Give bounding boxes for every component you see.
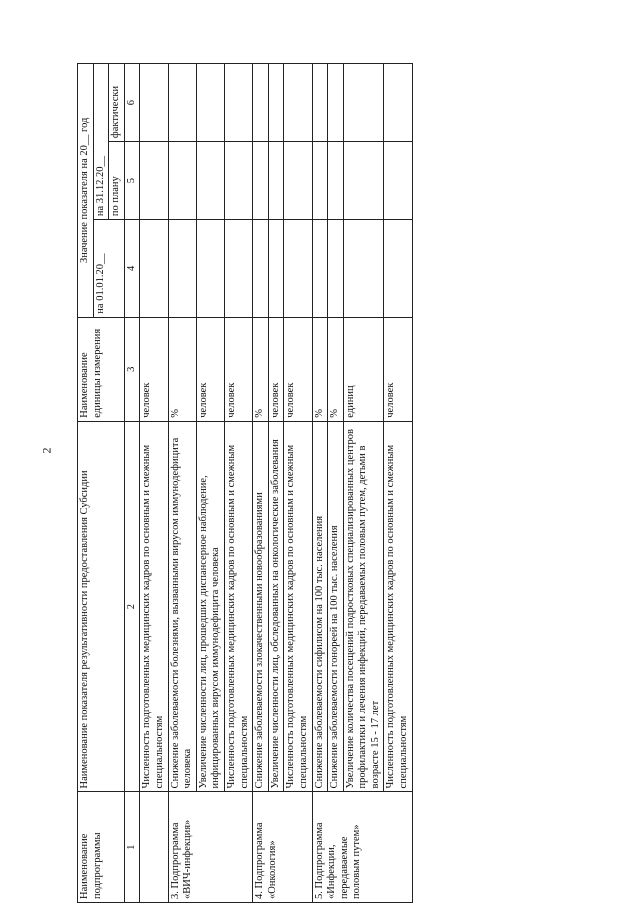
indicator-cell: Снижение заболеваемости болезнями, вызванными вирусом иммунодефицита человека [168,421,196,792]
value-cell [328,64,344,142]
value-cell [384,64,412,142]
table-row [224,64,252,903]
value-cell [384,220,412,318]
value-cell [253,220,269,318]
indicator-cell: Увеличение численности лиц, обследованных на онкологические заболевания [268,421,284,792]
value-cell [343,64,384,142]
unit-cell: % [253,317,269,421]
header-unit: Наименование единицы измерения [78,317,125,421]
value-cell [312,220,328,318]
number-cell: 4 [124,220,140,318]
unit-cell: % [328,317,344,421]
table-row [168,64,196,903]
value-cell [343,142,384,220]
value-cell [312,142,328,220]
header-program: Наименование подпрограммы [78,792,125,903]
value-cell [284,142,312,220]
number-row [124,64,140,903]
number-cell: 6 [124,64,140,142]
unit-cell: человек [384,317,412,421]
table-row [268,64,284,903]
value-cell [268,142,284,220]
header-row-1 [78,64,94,903]
value-cell [168,220,196,318]
value-cell [328,142,344,220]
header-actual: фактически [109,64,125,142]
indicators-table [77,63,413,903]
unit-cell: единиц [343,317,384,421]
indicator-cell: Снижение заболеваемости злокачественными новообразованиями [253,421,269,792]
value-cell [328,220,344,318]
table-row [312,64,328,903]
unit-cell: % [312,317,328,421]
header-plan: по плану [109,142,125,220]
value-cell [168,142,196,220]
value-cell [196,64,224,142]
value-cell [268,220,284,318]
value-cell [196,142,224,220]
value-cell [140,142,168,220]
page-number: 2 [39,447,54,454]
value-cell [140,220,168,318]
table-row [196,64,224,903]
unit-cell: человек [196,317,224,421]
indicator-cell: Численность подготовленных медицинских кадров по основным и смежным специальностям [384,421,412,792]
program-cell: 5. Подпрограмма «Инфекции, передаваемые половым путем» [312,792,412,903]
value-cell [284,220,312,318]
indicator-cell: Численность подготовленных медицинских кадров по основным и смежным специальностям [284,421,312,792]
header-indicator: Наименование показателя результативности предоставления Субсидии [78,421,125,792]
value-cell [196,220,224,318]
unit-cell: человек [268,317,284,421]
value-cell [168,64,196,142]
number-cell: 3 [124,317,140,421]
indicator-cell: Увеличение численности лиц, прошедших диспансерное наблюдение, инфицированных вирусом иммунодефицита человека [196,421,224,792]
value-cell [253,64,269,142]
program-cell: 3. Подпрограмма «ВИЧ-инфекция» [168,792,253,903]
value-cell [284,64,312,142]
indicator-cell: Снижение заболеваемости гонореей на 100 тыс. населения [328,421,344,792]
unit-cell: человек [140,317,168,421]
table-row [384,64,412,903]
number-cell: 2 [124,421,140,792]
unit-cell: человек [284,317,312,421]
unit-cell: человек [224,317,252,421]
value-cell [224,220,252,318]
indicator-cell: Увеличение количества посещений подростковых специализированных центров профилактики и лечения инфекций, передаваемых половым путем, детьми в возрасте 15 - 17 лет [343,421,384,792]
header-end-date: на 31.12.20__ [93,64,109,220]
table-row [140,64,168,903]
value-cell [343,220,384,318]
table-row [253,64,269,903]
value-cell [312,64,328,142]
header-value-group: Значение показателя на 20__ год [78,64,94,318]
indicator-cell: Численность подготовленных медицинских кадров по основным и смежным специальностям [224,421,252,792]
value-cell [224,64,252,142]
table-row [284,64,312,903]
table-row [328,64,344,903]
unit-cell: % [168,317,196,421]
value-cell [268,64,284,142]
program-cell [140,792,168,903]
value-cell [384,142,412,220]
number-cell: 5 [124,142,140,220]
value-cell [253,142,269,220]
program-cell: 4. Подпрограмма «Онкология» [253,792,312,903]
rotated-table-container [77,63,527,903]
table-row [343,64,384,903]
indicator-cell: Численность подготовленных медицинских кадров по основным и смежным специальностям [140,421,168,792]
value-cell [224,142,252,220]
header-start-date: на 01.01.20__ [93,220,124,318]
indicator-cell: Снижение заболеваемости сифилисом на 100 тыс. населения [312,421,328,792]
value-cell [140,64,168,142]
number-cell: 1 [124,792,140,903]
